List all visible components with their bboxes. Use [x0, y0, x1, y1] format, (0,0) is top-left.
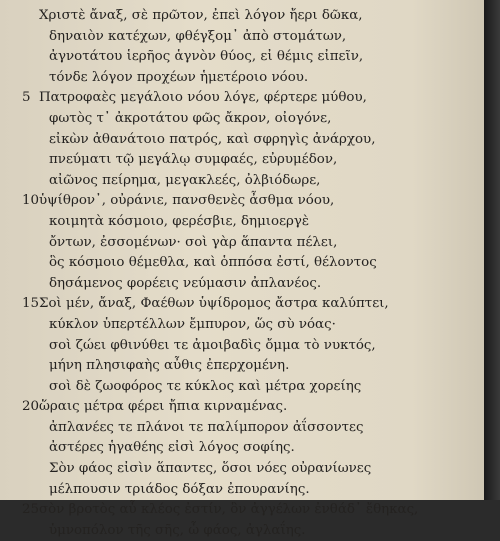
- poem-line: [0, 130, 484, 151]
- line-text: σοὶ ζώει φθινύθει τε ἀμοιβαδὶς ὄμμα τὸ νυκτός,: [49, 337, 376, 353]
- line-text: σὸν βροτὸς αὖ κλέος ἐστίν, ὃν ἀγγέλων ἐνθάδ᾽ ἔθηκας,: [39, 502, 419, 518]
- line-text: Σοὶ μέν, ἄναξ, Φαέθων ὑψίδρομος ἄστρα καλύπτει,: [39, 296, 389, 312]
- poem-line: [0, 27, 484, 48]
- line-text: δησάμενος φορέεις νεύμασιν ἀπλανέος.: [49, 275, 322, 291]
- poem-line: [0, 212, 484, 233]
- line-text: ὑψίθρον᾽, οὐράνιε, πανσθενὲς ἆσθμα νόου,: [39, 193, 335, 209]
- poem-text: [0, 6, 484, 541]
- line-text: αἰῶνος πείρημα, μεγακλεές, ὀλβιόδωρε,: [49, 172, 321, 188]
- poem-line: [0, 253, 484, 274]
- line-text: φωτὸς τ᾽ ἀκροτάτου φῶς ἄκρον, οἰογόνε,: [49, 110, 332, 126]
- poem-line: [0, 68, 484, 89]
- line-number: 25: [22, 502, 40, 518]
- line-number: 20: [22, 399, 40, 415]
- line-text: ὃς κόσμοιο θέμεθλα, καὶ ὁππόσα ἐστί, θέλοντος: [49, 255, 377, 271]
- poem-line: [0, 109, 484, 130]
- poem-line: [0, 47, 484, 68]
- poem-line: [0, 459, 484, 480]
- poem-line: [0, 233, 484, 254]
- poem-line: [0, 294, 484, 315]
- poem-line: [0, 356, 484, 377]
- line-text: ὥραις μέτρα φέρει ἤπια κιρναμένας.: [39, 399, 288, 415]
- poem-line: [0, 88, 484, 109]
- line-text: δηναιὸν κατέχων, φθέγξομ᾽ ἀπὸ στομάτων,: [49, 28, 347, 44]
- poem-line: [0, 500, 484, 521]
- line-text: Πατροφαὲς μεγάλοιο νόου λόγε, φέρτερε μύθου,: [39, 90, 367, 106]
- poem-line: [0, 377, 484, 398]
- book-edge-shadow: [484, 0, 500, 500]
- poem-line: [0, 315, 484, 336]
- line-number: 15: [22, 296, 40, 312]
- poem-line: [0, 6, 484, 27]
- line-text: μέλπουσιν τριάδος δόξαν ἐπουρανίης.: [49, 481, 310, 497]
- poem-line: [0, 521, 484, 541]
- line-text: ἀγνοτάτου ἱερῆος ἁγνὸν θύος, εἰ θέμις εἰπεῖν,: [49, 49, 364, 65]
- line-text: εἰκὼν ἀθανάτοιο πατρός, καὶ σφρηγὶς ἀνάρχου,: [49, 131, 376, 147]
- line-text: ἀστέρες ἡγαθέης εἰσὶ λόγος σοφίης.: [49, 440, 295, 456]
- poem-line: [0, 397, 484, 418]
- line-number: 10: [22, 193, 40, 209]
- line-text: πνεύματι τῷ μεγάλῳ συμφαές, εὐρυμέδον,: [49, 152, 338, 168]
- poem-line: [0, 171, 484, 192]
- line-text: κύκλον ὑπερτέλλων ἔμπυρον, ὥς σὺ νόας·: [49, 316, 336, 332]
- line-text: ὄντων, ἐσσομένων· σοὶ γὰρ ἅπαντα πέλει,: [49, 234, 338, 250]
- poem-line: [0, 480, 484, 501]
- poem-line: [0, 274, 484, 295]
- poem-line: [0, 191, 484, 212]
- line-number: 5: [22, 90, 31, 106]
- line-text: τόνδε λόγον προχέων ἡμετέροιο νόου.: [49, 69, 309, 85]
- line-text: Χριστὲ ἄναξ, σὲ πρῶτον, ἐπεὶ λόγον ἤερι δῶκα,: [39, 8, 363, 23]
- line-text: Σὸν φάος εἰσὶν ἅπαντες, ὅσοι νόες οὐρανίωνες: [49, 461, 372, 477]
- line-text: ἀπλανέες τε πλάνοι τε παλίμπορον ἀΐσσοντες: [49, 419, 364, 435]
- poem-line: [0, 150, 484, 171]
- line-text: κοιμητὰ κόσμοιο, φερέσβιε, δημιοεργὲ: [49, 213, 310, 229]
- line-text: μήνη πλησιφαὴς αὖθις ἐπερχομένη.: [49, 358, 290, 374]
- poem-line: [0, 418, 484, 439]
- poem-line: [0, 336, 484, 357]
- line-text: σοὶ δὲ ζωοφόρος τε κύκλος καὶ μέτρα χορείης: [49, 378, 362, 394]
- line-text: ὑμνοπόλον τῆς σῆς, ὦ φάος, ἀγλαΐης.: [49, 522, 306, 538]
- poem-line: [0, 438, 484, 459]
